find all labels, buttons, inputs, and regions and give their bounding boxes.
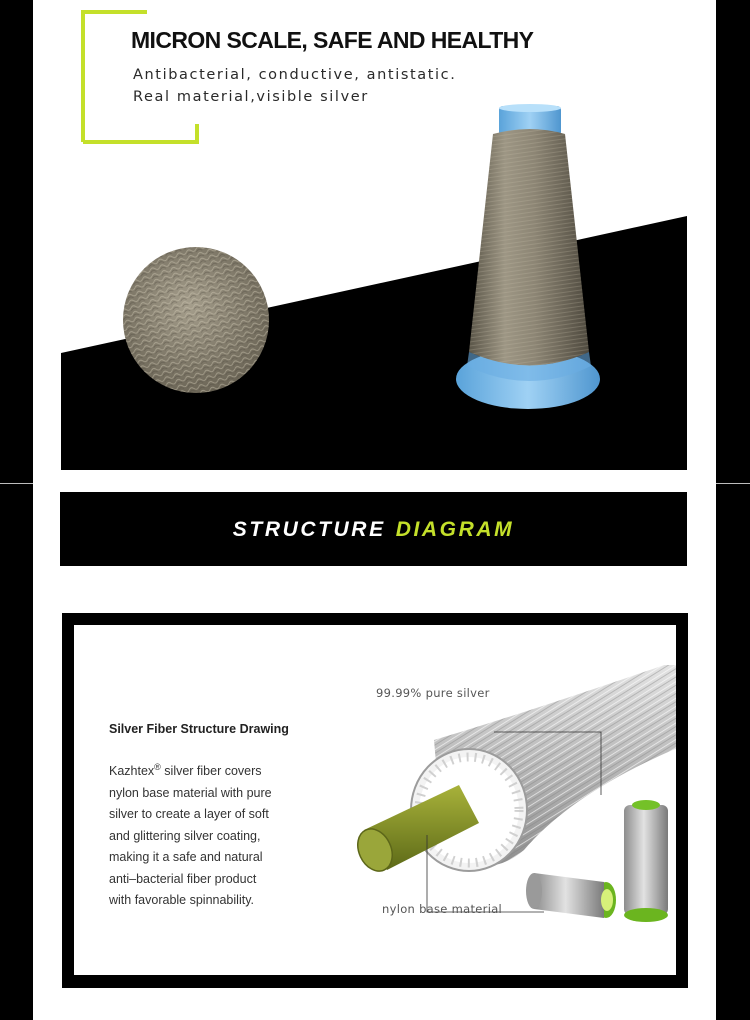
description-line: with favorable spinnability.	[109, 893, 254, 908]
silver-fiber-cross-section-illustration	[309, 665, 676, 965]
structure-diagram-panel	[74, 625, 676, 975]
yarn-closeup-image	[121, 245, 271, 395]
divider-line	[0, 483, 33, 484]
description-line: anti–bacterial fiber product	[109, 871, 257, 886]
hero-subtitle	[133, 64, 456, 108]
description-line: silver to create a layer of soft	[109, 807, 269, 822]
structure-diagram-frame	[62, 613, 688, 988]
hero-subtitle-line: Antibacterial, conductive, antistatic.	[133, 67, 457, 83]
description-line: and glittering silver coating,	[109, 828, 261, 843]
description-line: making it a safe and natural	[109, 850, 263, 865]
banner-heading	[60, 518, 687, 542]
structure-drawing-heading: Silver Fiber Structure Drawing	[109, 722, 289, 736]
banner-word-accent: DIAGRAM	[395, 518, 515, 541]
structure-diagram-banner	[60, 492, 687, 566]
hero-section	[61, 0, 687, 470]
hero-subtitle-line: Real material,visible silver	[133, 89, 369, 105]
registered-mark: ®	[154, 762, 161, 772]
hero-title: MICRON SCALE, SAFE AND HEALTHY	[131, 27, 534, 53]
structure-description	[109, 757, 309, 912]
description-line: silver fiber covers	[160, 764, 262, 779]
pure-silver-label: 99.99% pure silver	[376, 686, 490, 700]
banner-word: STRUCTURE	[232, 518, 386, 541]
description-line: nylon base material with pure	[109, 785, 272, 800]
silver-thread-spool-image	[453, 104, 603, 414]
nylon-base-label: nylon base material	[382, 902, 503, 916]
page-panel	[33, 0, 716, 1020]
brand-name: Kazhtex	[109, 764, 155, 779]
divider-line	[716, 483, 750, 484]
